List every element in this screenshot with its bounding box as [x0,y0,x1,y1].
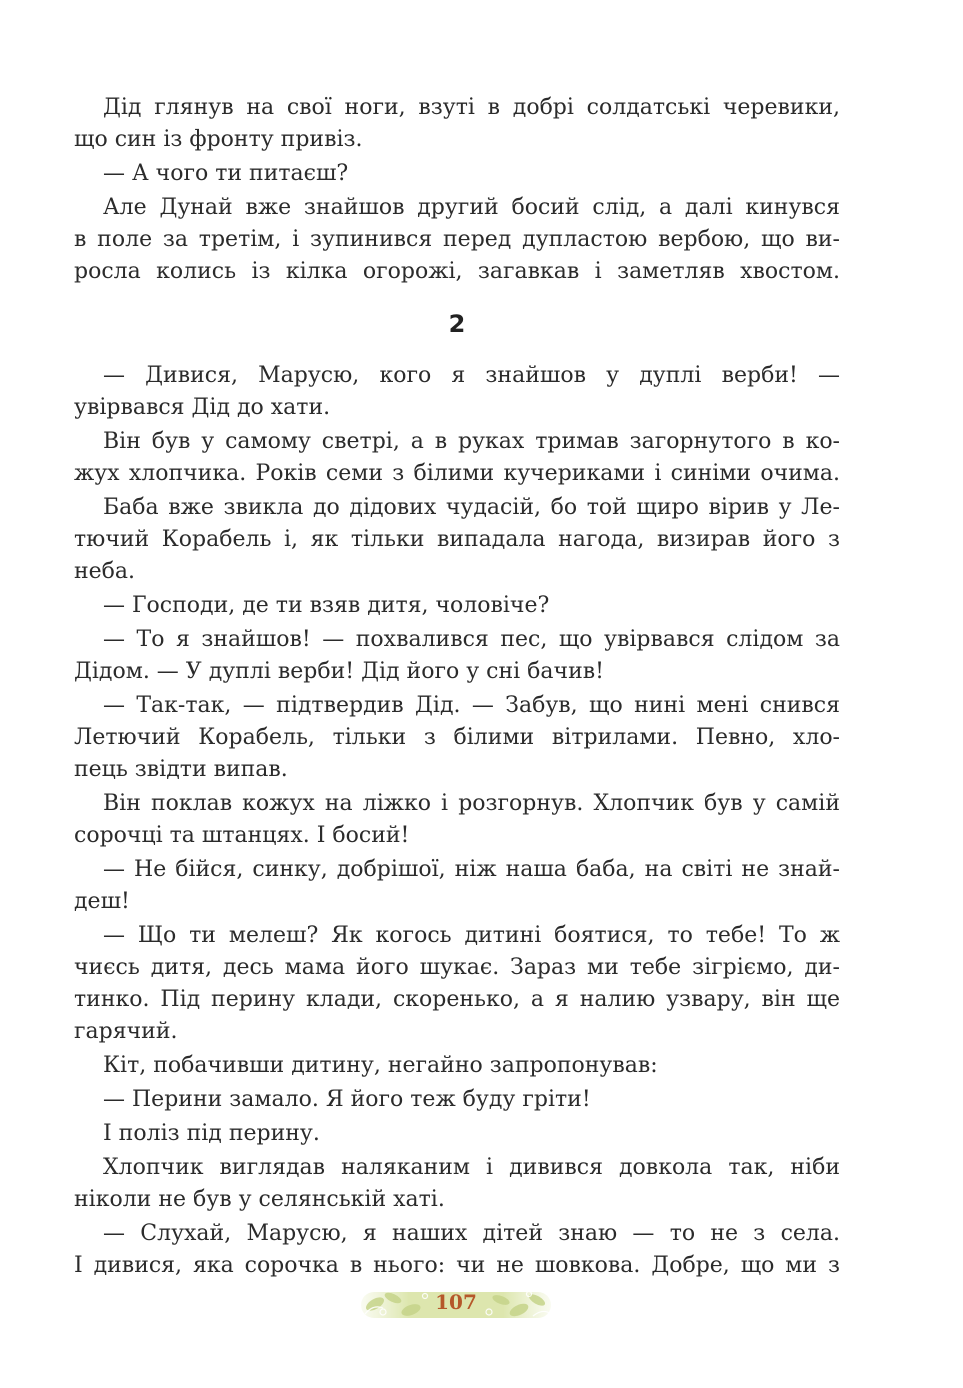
paragraph [74,1050,840,1082]
text-line: чиєсь дитя, десь мама його шукає. Зараз ми тебе зігріємо, ди- [74,955,840,980]
paragraph [74,1218,840,1282]
text-line: жух хлопчика. Років семи з білими кучериками і синіми очима. [74,461,840,486]
paragraph [74,788,840,852]
text-line: — Господи, де ти взяв дитя, чоловіче? [103,593,550,618]
text-line: — Не бійся, синку, добрішої, ніж наша баба, на світі не знай- [103,857,840,882]
text-line: — Що ти мелеш? Як когось дитині боятися, то тебе! То ж [103,923,840,948]
text-line: Дідом. — У дуплі верби! Дід його у сні бачив! [74,659,604,684]
paragraph [74,158,840,190]
paragraph [74,92,840,156]
text-line: — Дивися, Марусю, кого я знайшов у дуплі верби! — [103,363,840,388]
text-line: Дід глянув на свої ноги, взуті в добрі солдатські черевики, [103,95,840,120]
text-line: тючий Корабель і, як тільки випадала нагода, визирав його з [74,527,840,552]
text-line: — То я знайшов! — похвалився пес, що увірвався слідом за [103,627,840,652]
text-line: І дивися, яка сорочка в нього: чи не шовкова. Добре, що ми з [74,1253,840,1278]
text-line: що син із фронту привіз. [74,127,363,152]
text-line: гарячий. [74,1019,178,1044]
text-line: — Слухай, Марусю, я наших дітей знаю — то не з села. [103,1221,840,1246]
paragraph [74,590,840,622]
text-line: в поле за третім, і зупинився перед дупластою вербою, що ви- [74,227,840,252]
page-footer [353,1282,559,1328]
text-line: Кіт, побачивши дитину, негайно запропонував: [103,1053,658,1078]
text-line: ніколи не був у селянській хаті. [74,1187,445,1212]
text-line: — Так-так, — підтвердив Дід. — Забув, що нині мені снився [103,693,840,718]
text-line: пець звідти випав. [74,757,288,782]
paragraph [74,624,840,688]
text-line: увірвався Дід до хати. [74,395,331,420]
paragraph [74,192,840,288]
section-number: 2 [448,310,466,338]
text-line: Хлопчик виглядав наляканим і дивився довкола так, ніби [103,1155,840,1180]
paragraph [74,1084,840,1116]
text-line: сорочці та штанцях. І босий! [74,823,410,848]
paragraph [74,360,840,424]
text-line: деш! [74,889,130,914]
text-line: Він був у самому светрі, а в руках тримав загорнутого в ко- [103,429,840,454]
text-line: — А чого ти питаєш? [103,161,349,186]
text-line: Баба вже звикла до дідових чудасій, бо той щиро вірив у Ле- [103,495,840,520]
paragraph [74,690,840,786]
text-line: тинко. Під перину клади, скоренько, а я налию узвару, він ще [74,987,840,1012]
paragraph [74,426,840,490]
page-text [74,92,840,1284]
paragraph [74,1118,840,1150]
paragraph [74,1152,840,1216]
text-line: — Перини замало. Я його теж буду гріти! [103,1087,591,1112]
paragraph [74,920,840,1048]
text-line: І поліз під перину. [103,1121,320,1146]
page-number: 107 [435,1290,477,1314]
paragraph [74,492,840,588]
text-line: Але Дунай вже знайшов другий босий слід, а далі кинувся [103,195,840,220]
paragraph [74,854,840,918]
text-line: Летючий Корабель, тільки з білими вітрилами. Певно, хло- [74,725,840,750]
text-line: росла колись із кілка огорожі, загавкав і заметляв хвостом. [74,259,840,284]
text-line: неба. [74,559,136,584]
text-line: Він поклав кожух на ліжко і розгорнув. Хлопчик був у самій [103,791,840,816]
